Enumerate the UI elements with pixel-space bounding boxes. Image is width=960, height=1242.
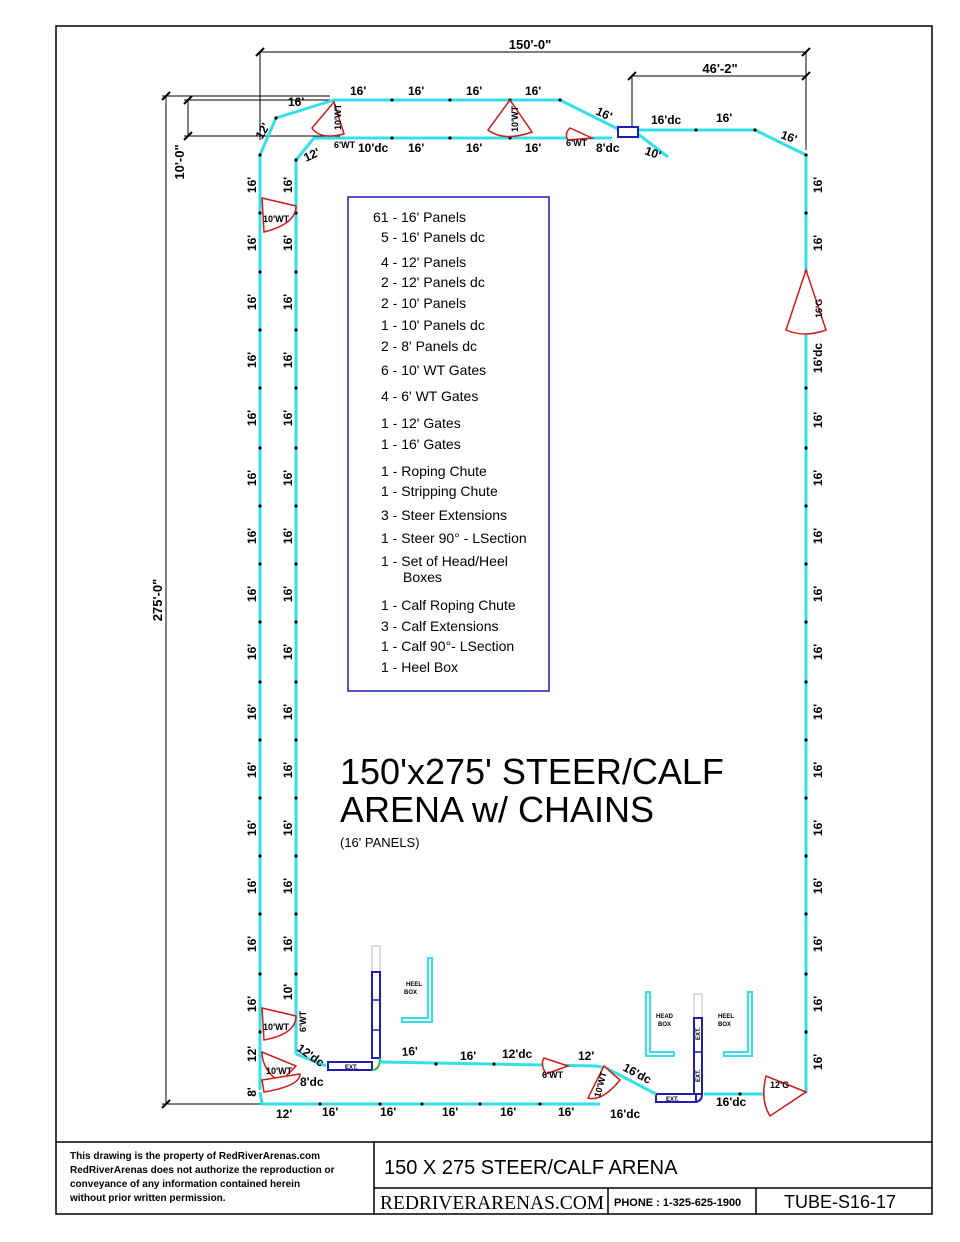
top-outer-label: 16' <box>593 104 615 124</box>
panel-joint-dot <box>258 796 261 799</box>
bottom-outer-label: 12' <box>276 1107 293 1121</box>
panel-joint-dot <box>804 446 807 449</box>
ownership-notice-line: conveyance of any information contained herein <box>70 1179 301 1190</box>
bottom-outer-label: 16'dc <box>610 1107 641 1121</box>
materials-list-item: Boxes <box>403 569 442 585</box>
left-outer-label: 16' <box>245 527 259 545</box>
gate-label-right-16g: 16'G <box>814 298 824 318</box>
left-inner-label: 16' <box>281 176 295 194</box>
top-outer-label: 16' <box>350 84 367 98</box>
gate-label-left-6wt-bottom: 6'WT <box>298 1010 308 1032</box>
panel-joint-dot <box>804 620 807 623</box>
left-inner-label: 16' <box>281 819 295 837</box>
top-outer-label: 16' <box>466 84 483 98</box>
bottom-outer-label: 16' <box>558 1105 575 1119</box>
top-inner-label: 8'dc <box>596 141 620 155</box>
left-outer-label: 16' <box>245 293 259 311</box>
materials-list-item: 1 - Set of Head/Heel <box>381 553 508 569</box>
left-inner-label: 16' <box>281 234 295 252</box>
panel-joint-dot <box>804 854 807 857</box>
ownership-notice-line: RedRiverArenas does not authorize the reproduction or <box>70 1165 335 1176</box>
panel-joint-dot <box>258 1030 261 1033</box>
left-outer-label: 16' <box>245 761 259 779</box>
top-outer-label: 16' <box>716 111 733 125</box>
steer-ext-label: EXT. <box>345 1065 358 1071</box>
panel-joint-dot <box>258 562 261 565</box>
left-inner-label: 16' <box>281 351 295 369</box>
panel-joint-dot <box>390 98 393 101</box>
panel-joint-dot <box>538 1102 541 1105</box>
gate-labels <box>263 103 824 1098</box>
materials-list-item: 1 - Heel Box <box>381 659 459 675</box>
panel-joint-dot <box>258 446 261 449</box>
materials-list-item: 2 - 10' Panels <box>381 295 467 311</box>
steer-heel-box-label-2: BOX <box>404 990 418 996</box>
top-outer-label: 16' <box>525 84 542 98</box>
panel-joint-dot <box>294 680 297 683</box>
panel-joint-dot <box>390 136 393 139</box>
materials-list <box>373 209 527 675</box>
materials-list-item: 1 - 16' Gates <box>381 436 461 452</box>
top-inner-label: 16' <box>466 141 483 155</box>
left-outer-label: 16' <box>245 234 259 252</box>
right-side-label: 16' <box>811 411 825 429</box>
dim-alley-depth: 10'-0" <box>172 144 187 180</box>
calf-heel-box-label-2: BOX <box>718 1022 732 1028</box>
materials-list-item: 4 - 12' Panels <box>381 254 467 270</box>
drawing-number: TUBE-S16-17 <box>784 1192 897 1212</box>
panel-joint-dot <box>434 1062 437 1065</box>
arena-panels <box>260 100 806 1104</box>
corner-label-12: 12' <box>252 120 273 142</box>
left-outer-label: 16' <box>245 995 259 1013</box>
panel-joint-dot <box>274 116 277 119</box>
gate-label-top-10wt-b: 10'WT <box>510 105 520 132</box>
left-inner-label: 16' <box>281 409 295 427</box>
panel-joint-dot <box>294 386 297 389</box>
gate-label-left-10wt-bottom-a: 10'WT <box>263 1022 290 1032</box>
bottom-inner-label: 16' <box>401 1043 419 1059</box>
panel-joint-dot <box>258 680 261 683</box>
top-outer-label: 16' <box>778 127 799 147</box>
panel-joint-dot <box>420 1102 423 1105</box>
right-side-label: 16' <box>811 643 825 661</box>
materials-list-item: 1 - Calf 90°- LSection <box>381 638 515 654</box>
calf-chute-assembly <box>656 994 702 1102</box>
gate-label-top-6wt-b: 6'WT <box>566 138 588 148</box>
materials-list-item: 1 - 10' Panels dc <box>381 317 485 333</box>
right-side-label: 16' <box>811 469 825 487</box>
left-outer-label: 16' <box>245 819 259 837</box>
panel-joint-dot <box>804 796 807 799</box>
panel-joint-dot <box>294 620 297 623</box>
left-inner-label: 16' <box>281 469 295 487</box>
gate-label-bottom-10wt: 10'WT <box>592 1070 609 1099</box>
gate-label-bottom-6wt: 6'WT <box>542 1070 564 1080</box>
panel-joint-dot <box>294 328 297 331</box>
right-side-label: 16' <box>811 703 825 721</box>
left-inner-label: 16' <box>281 877 295 895</box>
calf-head-box-label-1: HEAD <box>656 1014 674 1020</box>
panel-joint-dot <box>804 211 807 214</box>
panel-joint-dot <box>294 446 297 449</box>
panel-joint-dot <box>258 620 261 623</box>
panel-joint-dot <box>804 386 807 389</box>
gate-label-top-6wt-a: 6'WT <box>334 140 356 150</box>
panel-joint-dot <box>294 912 297 915</box>
right-side-label: 16' <box>811 819 825 837</box>
panel-joint-dot <box>258 912 261 915</box>
gate-label-bottom-12g: 12'G <box>770 1080 790 1090</box>
panel-joint-dot <box>294 972 297 975</box>
top-outer-label: 16'dc <box>651 113 682 127</box>
panel-joint-dot <box>294 562 297 565</box>
panel-joint-dot <box>804 738 807 741</box>
top-inner-label: 10' <box>642 143 663 163</box>
left-inner-label: 10' <box>281 983 295 1001</box>
bottom-inner-label: 12' <box>578 1049 595 1063</box>
left-outer-label: 16' <box>245 585 259 603</box>
calf-head-box-label-2: BOX <box>658 1022 672 1028</box>
left-inner-label: 16' <box>281 935 295 953</box>
left-outer-label: 12' <box>245 1045 259 1063</box>
left-inner-labels <box>281 177 295 1000</box>
bottom-outer-label: 16' <box>322 1105 339 1119</box>
gate-label-top-10wt-a: 10'WT <box>333 103 343 130</box>
panel-joint-dot <box>694 128 697 131</box>
materials-list-item: 1 - Calf Roping Chute <box>381 597 516 613</box>
materials-list-item: 3 - Calf Extensions <box>381 618 499 634</box>
left-outer-label: 8' <box>245 1087 259 1097</box>
materials-list-item: 2 - 12' Panels dc <box>381 274 485 290</box>
project-title: 150 X 275 STEER/CALF ARENA <box>384 1157 678 1179</box>
materials-list-item: 1 - 12' Gates <box>381 415 461 431</box>
left-inner-label: 16' <box>281 293 295 311</box>
bottom-inner-label: 12'dc <box>294 1040 328 1070</box>
panel-joint-dot <box>294 270 297 273</box>
top-inner-label: 10'dc <box>358 141 389 155</box>
right-side-label: 16' <box>811 527 825 545</box>
gate-label-left-10wt: 10'WT <box>263 214 290 224</box>
calf-heel-box-label-1: HEEL <box>718 1014 735 1020</box>
brand-name: REDRIVERARENAS.COM <box>380 1192 605 1214</box>
left-outer-label: 16' <box>245 935 259 953</box>
left-outer-label: 16' <box>245 351 259 369</box>
drawing-subtitle: (16' PANELS) <box>340 835 420 850</box>
panel-joint-dot <box>804 972 807 975</box>
top-inner-label: 16' <box>525 141 542 155</box>
left-inner-label: 16' <box>281 761 295 779</box>
drawing-title-line1: 150'x275' STEER/CALF <box>340 751 724 792</box>
right-side-label: 16' <box>811 176 825 194</box>
left-outer-label: 16' <box>245 176 259 194</box>
top-inner-labels <box>301 141 663 165</box>
top-alley-gate-block <box>618 127 638 137</box>
panel-joint-dot <box>558 98 561 101</box>
right-side-label: 16' <box>811 877 825 895</box>
panel-joint-dot <box>294 854 297 857</box>
panel-joint-dot <box>258 972 261 975</box>
gates <box>262 100 826 1116</box>
left-outer-label: 16' <box>245 643 259 661</box>
left-outer-label: 16' <box>245 469 259 487</box>
right-side-label: 16' <box>811 935 825 953</box>
panel-joint-dot <box>492 1062 495 1065</box>
panel-joint-dot <box>753 128 756 131</box>
ownership-notice-line: This drawing is the property of RedRiverArenas.com <box>70 1151 321 1162</box>
left-inner-label: 16' <box>281 585 295 603</box>
materials-list-item: 1 - Stripping Chute <box>381 483 498 499</box>
bottom-outer-label: 16'dc <box>716 1095 747 1109</box>
left-outer-label: 16' <box>245 703 259 721</box>
panel-joint-dot <box>258 504 261 507</box>
right-side-label: 16' <box>811 995 825 1013</box>
dim-right-offset: 46'-2" <box>702 61 738 76</box>
bottom-inner-label: 16'dc <box>620 1060 654 1087</box>
left-outer-label: 16' <box>245 877 259 895</box>
bottom-inner-label: 16' <box>460 1049 477 1063</box>
materials-list-item: 61 - 16' Panels <box>373 209 466 225</box>
top-outer-label: 16' <box>288 95 305 109</box>
calf-ext-label-vert-1: EXT. <box>696 1027 702 1040</box>
panel-joint-dot <box>804 562 807 565</box>
materials-list-item: 2 - 8' Panels dc <box>381 338 478 354</box>
left-outer-label: 16' <box>245 409 259 427</box>
left-inner-label: 16' <box>281 703 295 721</box>
right-side-label: 16'dc <box>811 342 825 374</box>
right-side-label: 16' <box>811 1053 825 1071</box>
panel-joint-dot <box>294 158 297 161</box>
panel-joint-dot <box>804 680 807 683</box>
panel-joint-dot <box>804 912 807 915</box>
materials-list-item: 1 - Roping Chute <box>381 463 487 479</box>
panel-joint-dot <box>448 136 451 139</box>
panel-joint-dot <box>294 796 297 799</box>
left-inner-label: 16' <box>281 643 295 661</box>
panel-joint-dots <box>258 98 807 1105</box>
materials-list-item: 5 - 16' Panels dc <box>381 229 485 245</box>
panel-joint-dot <box>804 1030 807 1033</box>
left-inner-label: 16' <box>281 527 295 545</box>
panel-joint-dot <box>804 504 807 507</box>
panel-joint-dot <box>258 328 261 331</box>
top-inner-label: 16' <box>408 141 425 155</box>
panel-joint-dot <box>258 270 261 273</box>
bottom-outer-label: 16' <box>380 1105 397 1119</box>
materials-list-item: 1 - Steer 90° - LSection <box>381 530 527 546</box>
drawing-title-line2: ARENA w/ CHAINS <box>340 789 655 830</box>
dim-overall-length: 275'-0" <box>150 578 165 622</box>
steer-heel-box-label-1: HEEL <box>406 982 423 988</box>
bottom-outer-label: 16' <box>442 1105 459 1119</box>
materials-list-item: 6 - 10' WT Gates <box>381 362 487 378</box>
top-inner-label: 12' <box>301 145 322 165</box>
panel-joint-dot <box>448 98 451 101</box>
materials-list-item: 4 - 6' WT Gates <box>381 388 479 404</box>
gate-label-left-10wt-bottom-c: 10'WT <box>266 1066 293 1076</box>
materials-list-item: 3 - Steer Extensions <box>381 507 508 523</box>
bottom-outer-label: 16' <box>500 1105 517 1119</box>
bottom-inner-label: 8'dc <box>300 1075 324 1089</box>
panel-joint-dot <box>294 504 297 507</box>
right-side-label: 16' <box>811 761 825 779</box>
right-side-label: 16' <box>811 234 825 252</box>
panel-joint-dot <box>294 738 297 741</box>
calf-ext-label-vert-2: EXT. <box>696 1069 702 1082</box>
gate-left-10wt-bottom-c <box>262 1074 300 1092</box>
ownership-notice-line: without prior written permission. <box>70 1193 226 1204</box>
steer-chute-assembly <box>328 946 380 1070</box>
bottom-inner-label: 12'dc <box>502 1047 533 1061</box>
panel-joint-dot <box>804 153 807 156</box>
panel-joint-dot <box>258 386 261 389</box>
panel-joint-dot <box>258 738 261 741</box>
dim-overall-width: 150'-0" <box>508 37 552 52</box>
panel-joint-dot <box>478 1102 481 1105</box>
left-outer-labels <box>245 177 259 1097</box>
phone-number: PHONE : 1-325-625-1900 <box>614 1197 742 1209</box>
panel-joint-dot <box>258 211 261 214</box>
panel-joint-dot <box>258 854 261 857</box>
right-side-label: 16' <box>811 585 825 603</box>
calf-ext-label: EXT. <box>666 1097 679 1103</box>
panel-joint-dot <box>258 153 261 156</box>
top-outer-label: 16' <box>408 84 425 98</box>
